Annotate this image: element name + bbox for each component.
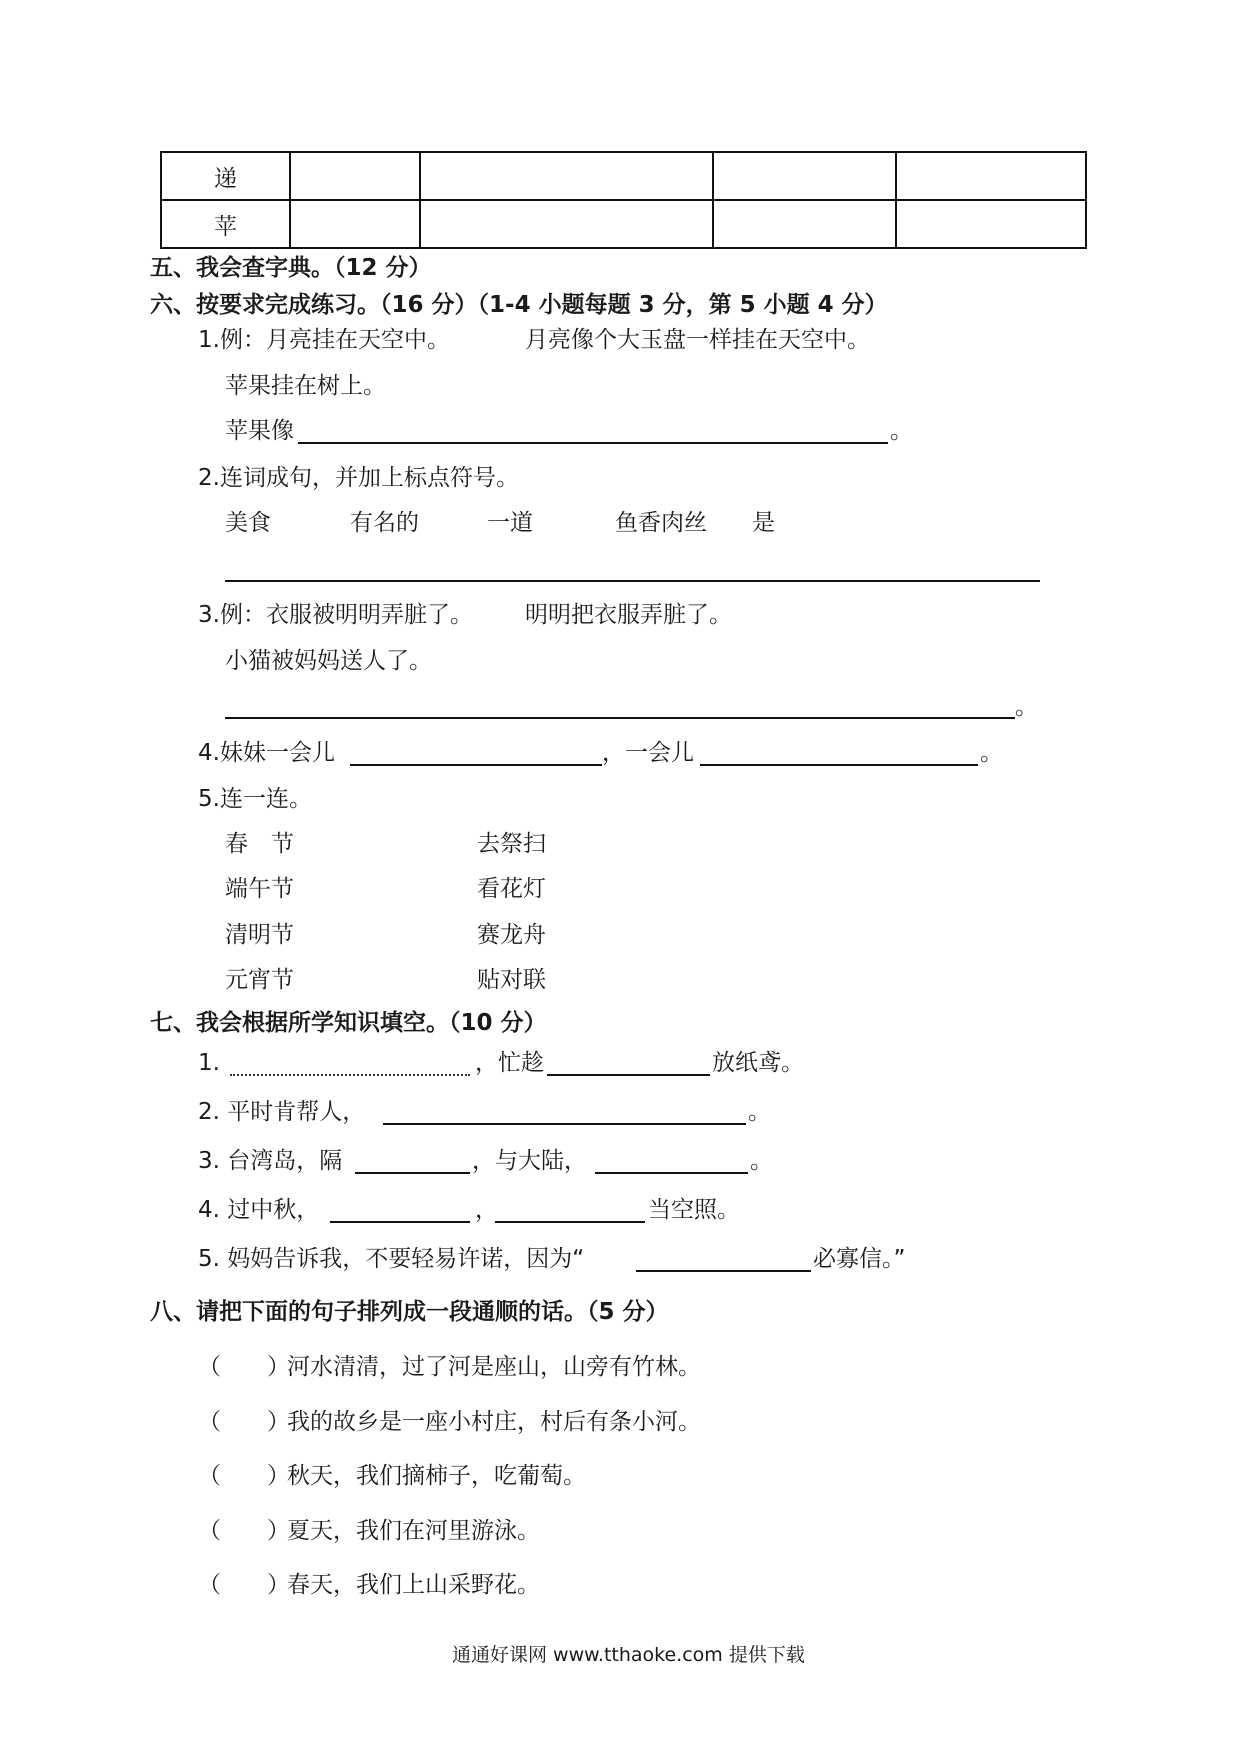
table-cell[interactable] xyxy=(420,152,713,200)
s7-q4-blank-1[interactable] xyxy=(330,1221,470,1223)
table-cell[interactable] xyxy=(713,200,896,248)
q4-part2: ，一会儿 xyxy=(602,740,694,766)
q2-prompt: 2.连词成句，并加上标点符号。 xyxy=(198,465,519,491)
q5-left-item[interactable]: 端午节 xyxy=(225,876,294,902)
s8-sentence: 夏天，我们在河里游泳。 xyxy=(287,1518,540,1544)
table-cell[interactable] xyxy=(420,200,713,248)
q5-left-item[interactable]: 清明节 xyxy=(225,922,294,948)
q4-end: 。 xyxy=(980,740,1003,766)
table-row xyxy=(161,200,1086,248)
s8-paren[interactable]: （ ） xyxy=(198,1518,290,1544)
q5-right-item[interactable]: 看花灯 xyxy=(477,876,546,902)
character-table xyxy=(160,151,1087,249)
s7-q1-blank-1[interactable] xyxy=(230,1074,470,1076)
q1-example-answer: 月亮像个大玉盘一样挂在天空中。 xyxy=(525,327,870,353)
table-cell[interactable] xyxy=(896,152,1086,200)
s7-q2-blank[interactable] xyxy=(383,1123,746,1125)
q1-stem: 苹果像 xyxy=(225,418,294,444)
s7-q3-blank-1[interactable] xyxy=(355,1172,470,1174)
s8-paren[interactable]: （ ） xyxy=(198,1463,290,1489)
section5-title: 五、我会查字典。（12 分） xyxy=(150,255,432,281)
table-cell[interactable] xyxy=(713,152,896,200)
q4-blank-2[interactable] xyxy=(700,764,978,766)
q5-left-item[interactable]: 春 节 xyxy=(225,831,294,857)
q2-word: 是 xyxy=(752,510,775,536)
q3-example-answer: 明明把衣服弄脏了。 xyxy=(525,602,732,628)
q4-blank-1[interactable] xyxy=(350,764,602,766)
s7-q1-end: 放纸鸢。 xyxy=(712,1050,804,1076)
table-char-cell: 递 xyxy=(161,152,290,200)
table-cell[interactable] xyxy=(896,200,1086,248)
q5-right-item[interactable]: 贴对联 xyxy=(477,967,546,993)
q2-answer-line[interactable] xyxy=(225,580,1040,582)
s7-q3-b: ，与大陆， xyxy=(472,1148,587,1174)
s7-q5-blank[interactable] xyxy=(636,1270,811,1272)
s8-paren[interactable]: （ ） xyxy=(198,1572,290,1598)
s7-q3-a: 3. 台湾岛，隔 xyxy=(198,1148,343,1174)
s7-q1-blank-2[interactable] xyxy=(547,1074,710,1076)
s7-q2-text: 2. 平时肯帮人， xyxy=(198,1099,366,1125)
s8-sentence: 春天，我们上山采野花。 xyxy=(287,1572,540,1598)
section6-title: 六、按要求完成练习。（16 分）（1-4 小题每题 3 分，第 5 小题 4 分） xyxy=(150,292,888,318)
s7-q4-b: ， xyxy=(475,1197,498,1223)
table-row xyxy=(161,152,1086,200)
table-cell[interactable] xyxy=(290,200,420,248)
q2-word: 一道 xyxy=(487,510,533,536)
q5-left-item[interactable]: 元宵节 xyxy=(225,967,294,993)
s7-q4-a: 4. 过中秋， xyxy=(198,1197,320,1223)
s8-sentence: 秋天，我们摘柿子，吃葡萄。 xyxy=(287,1463,586,1489)
s7-q1-mid: ，忙趁 xyxy=(475,1050,544,1076)
q1-prompt: 苹果挂在树上。 xyxy=(225,373,386,399)
s8-paren[interactable]: （ ） xyxy=(198,1409,290,1435)
s8-sentence: 我的故乡是一座小村庄，村后有条小河。 xyxy=(287,1409,701,1435)
q1-answer-line[interactable] xyxy=(298,442,888,444)
q2-word: 有名的 xyxy=(350,510,419,536)
q3-answer-line[interactable] xyxy=(225,717,1015,719)
s7-q2-end: 。 xyxy=(748,1099,771,1125)
q5-prompt: 5.连一连。 xyxy=(198,786,312,812)
s7-q3-end: 。 xyxy=(750,1148,773,1174)
q3-end: 。 xyxy=(1015,694,1038,720)
s7-q4-blank-2[interactable] xyxy=(495,1221,645,1223)
q3-example: 3.例：衣服被明明弄脏了。 xyxy=(198,602,473,628)
s8-paren[interactable]: （ ） xyxy=(198,1354,290,1380)
table-cell[interactable] xyxy=(290,152,420,200)
q2-word: 鱼香肉丝 xyxy=(615,510,707,536)
s7-q3-blank-2[interactable] xyxy=(595,1172,748,1174)
s7-q5-end: 必寡信。” xyxy=(813,1246,906,1272)
q5-right-item[interactable]: 去祭扫 xyxy=(477,831,546,857)
q5-right-item[interactable]: 赛龙舟 xyxy=(477,922,546,948)
q3-prompt: 小猫被妈妈送人了。 xyxy=(225,648,432,674)
s7-q1-num: 1. xyxy=(198,1050,220,1076)
q1-end: 。 xyxy=(890,418,913,444)
page-footer: 通通好课网 www.tthaoke.com 提供下载 xyxy=(452,1644,805,1666)
section7-title: 七、我会根据所学知识填空。（10 分） xyxy=(150,1010,547,1036)
q2-word: 美食 xyxy=(225,510,271,536)
table-char-cell: 苹 xyxy=(161,200,290,248)
q4-part1: 4.妹妹一会儿 xyxy=(198,740,335,766)
section8-title: 八、请把下面的句子排列成一段通顺的话。（5 分） xyxy=(150,1299,669,1325)
s8-sentence: 河水清清，过了河是座山，山旁有竹林。 xyxy=(287,1354,701,1380)
s7-q4-end: 当空照。 xyxy=(648,1197,740,1223)
q1-example: 1.例：月亮挂在天空中。 xyxy=(198,327,450,353)
s7-q5-a: 5. 妈妈告诉我，不要轻易许诺，因为“ xyxy=(198,1246,585,1272)
